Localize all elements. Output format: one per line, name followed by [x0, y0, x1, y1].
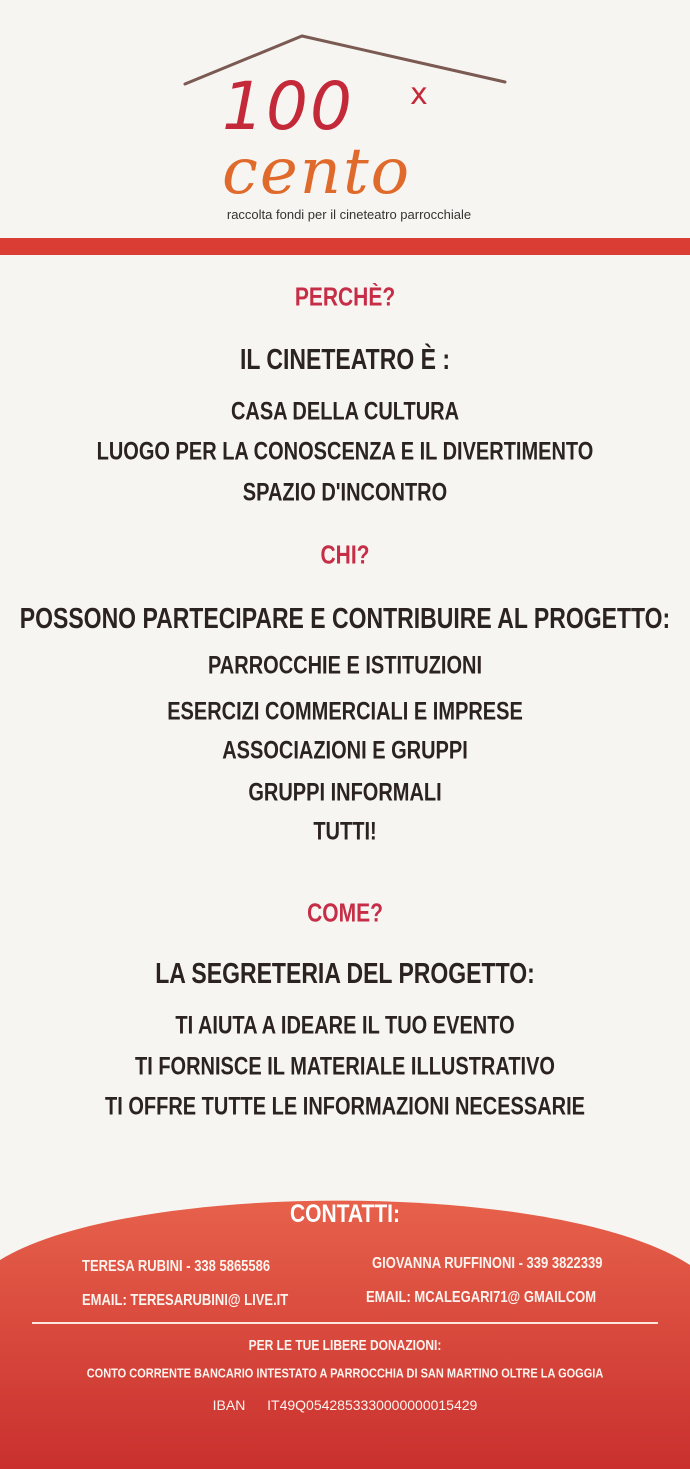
iban-line: [0, 1397, 690, 1413]
logo-word: cento: [222, 135, 412, 209]
contact-name-1: TERESA RUBINI - 338 5865586: [82, 1256, 271, 1275]
logo-number: 100: [222, 68, 354, 145]
contacts-title: CONTATTI:: [289, 1200, 401, 1229]
section-item: SPAZIO D'INCONTRO: [242, 479, 448, 507]
section-item: TUTTI!: [313, 818, 377, 846]
section-item: TI FORNISCE IL MATERIALE ILLUSTRATIVO: [135, 1053, 555, 1081]
section-lead: POSSONO PARTECIPARE E CONTRIBUIRE AL PROGETTO:: [19, 601, 671, 635]
section-item: ESERCIZI COMMERCIALI E IMPRESE: [167, 698, 523, 726]
contacts-divider: [32, 1322, 658, 1324]
section-item: LUOGO PER LA CONOSCENZA E IL DIVERTIMENTO: [96, 438, 594, 466]
contact-name-2: GIOVANNA RUFFINONI - 339 3822339: [372, 1253, 603, 1272]
section-item: TI OFFRE TUTTE LE INFORMAZIONI NECESSARIE: [105, 1093, 585, 1121]
logo-tagline: raccolta fondi per il cineteatro parrocchiale: [226, 207, 472, 222]
section-heading-come: COME?: [307, 899, 383, 928]
logo: [0, 0, 690, 240]
section-item: GRUPPI INFORMALI: [248, 779, 442, 807]
donation-label: PER LE TUE LIBERE DONAZIONI:: [248, 1336, 442, 1354]
contact-email-1[interactable]: EMAIL: TERESARUBINI@ LIVE.IT: [82, 1290, 289, 1309]
section-heading-perche: PERCHÈ?: [294, 283, 396, 312]
header-divider-band: [0, 238, 690, 255]
contact-email-2[interactable]: EMAIL: MCALEGARI71@ GMAILCOM: [366, 1287, 597, 1306]
section-item: CASA DELLA CULTURA: [230, 398, 460, 426]
bank-account: CONTO CORRENTE BANCARIO INTESTATO A PARROCCHIA DI SAN MARTINO OLTRE LA GOGGIA: [86, 1366, 604, 1382]
section-lead: LA SEGRETERIA DEL PROGETTO:: [155, 956, 535, 990]
section-item: PARROCCHIE E ISTITUZIONI: [207, 652, 483, 680]
logo-times: x: [410, 77, 428, 112]
section-item: TI AIUTA A IDEARE IL TUO EVENTO: [175, 1012, 515, 1040]
section-lead: IL CINETEATRO È :: [240, 342, 450, 376]
section-heading-chi: CHI?: [320, 541, 370, 570]
iban-value: IT49Q0542853330000000015429: [267, 1397, 478, 1413]
section-item: ASSOCIAZIONI E GRUPPI: [222, 737, 468, 765]
iban-label: IBAN: [212, 1397, 246, 1413]
